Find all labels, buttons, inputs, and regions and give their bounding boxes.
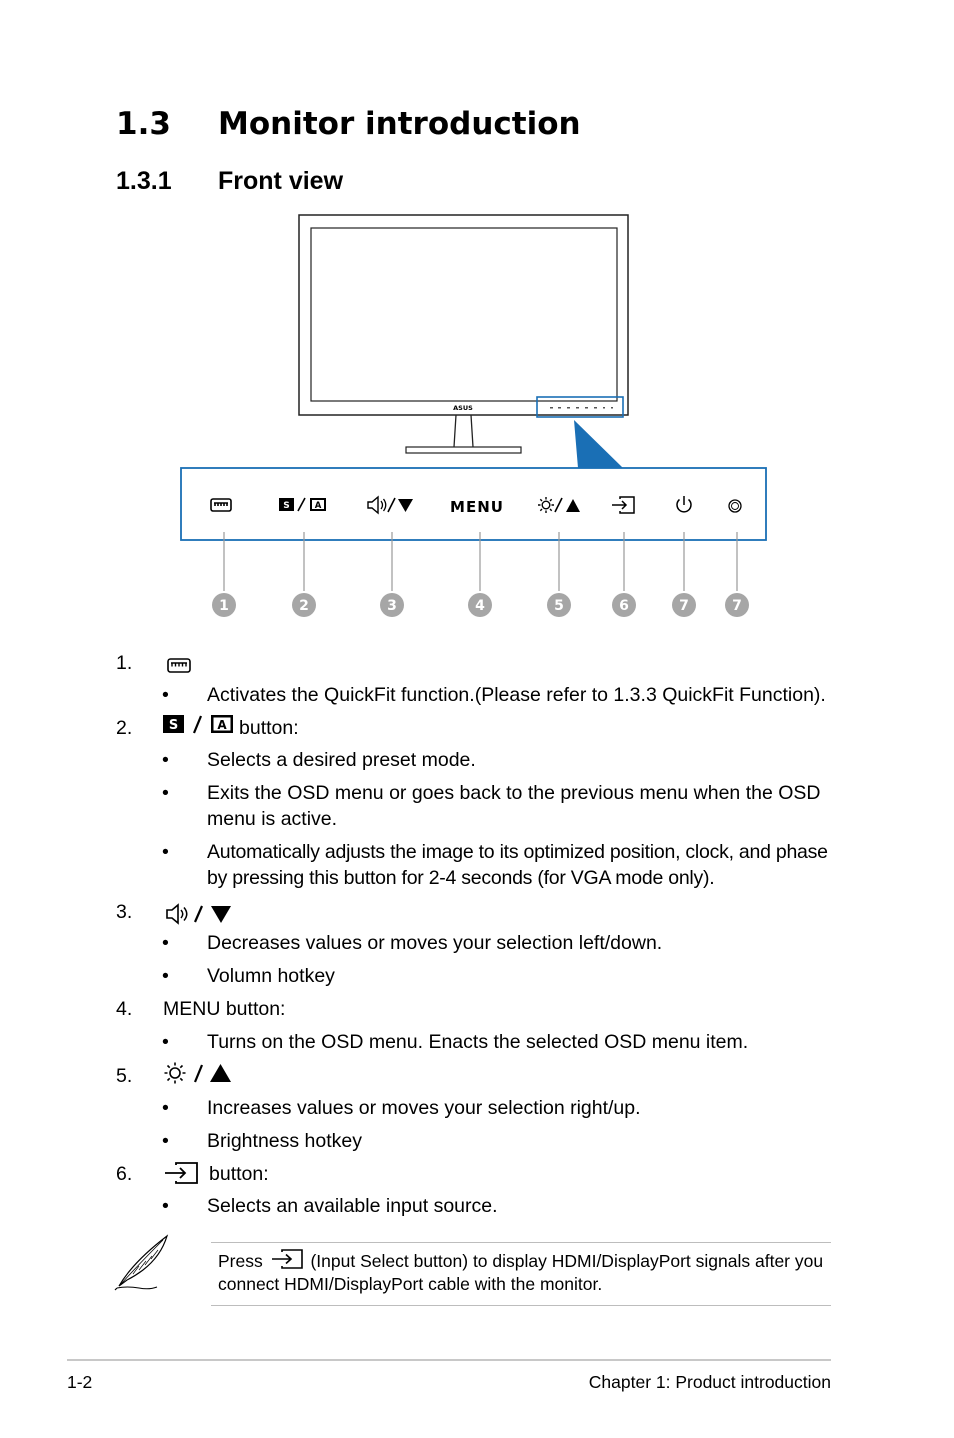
callout-7b <box>725 593 749 617</box>
item-number: 6. <box>116 1163 133 1185</box>
svg-text:A: A <box>314 501 322 511</box>
bullet: • <box>162 965 169 987</box>
page-number: 1-2 <box>67 1372 93 1392</box>
svg-text:2: 2 <box>299 598 309 614</box>
item-5-bullet-2: Brightness hotkey <box>207 1130 363 1152</box>
callout-2 <box>292 593 316 617</box>
bullet: • <box>162 1097 169 1119</box>
section-number: 1.3 <box>116 106 171 142</box>
bullet: • <box>162 1130 169 1152</box>
section-title: Monitor introduction <box>218 106 581 142</box>
note-feather-icon <box>113 1232 175 1292</box>
volume-down-icon <box>165 902 235 926</box>
svg-text:S: S <box>168 718 179 733</box>
splendid-auto-icon <box>163 713 235 735</box>
zoom-wedge <box>574 420 623 468</box>
svg-text:4: 4 <box>475 598 485 614</box>
bullet: • <box>162 841 169 863</box>
bullet: • <box>162 749 169 771</box>
bullet: • <box>162 684 169 706</box>
item-5-bullet-1: Increases values or moves your selection right/up. <box>207 1097 641 1119</box>
note-text <box>218 1250 828 1296</box>
subsection-number: 1.3.1 <box>116 167 172 195</box>
note-body: (Input Select button) to display HDMI/DisplayPort signals after you connect HDMI/DisplayPort cable with the monitor. <box>218 1251 824 1294</box>
callout-3 <box>380 593 404 617</box>
quickfit-icon <box>166 655 194 675</box>
bullet: • <box>162 782 169 804</box>
svg-text:3: 3 <box>387 598 397 614</box>
item-number: 5. <box>116 1065 133 1087</box>
input-select-icon <box>270 1248 304 1270</box>
item-6-label: button: <box>209 1163 269 1185</box>
svg-text:6: 6 <box>619 598 629 614</box>
bullet: • <box>162 1031 169 1053</box>
subsection-title: Front view <box>218 167 344 195</box>
bullet: • <box>162 1195 169 1217</box>
svg-text:7: 7 <box>732 598 742 614</box>
callout-6 <box>612 593 636 617</box>
item-3-bullet-2: Volumn hotkey <box>207 965 335 987</box>
bullet: • <box>162 932 169 954</box>
monitor-front-view-diagram <box>0 0 954 640</box>
item-1-bullet-1: Activates the QuickFit function.(Please refer to 1.3.3 QuickFit Function). <box>207 684 826 706</box>
svg-text:A: A <box>217 718 227 732</box>
item-number: 1. <box>116 652 133 674</box>
item-2-bullet-3: Automatically adjusts the image to its optimized position, clock, and phase by pressing this button for 2-4 seconds (for VGA mode only). <box>207 841 828 889</box>
item-number: 3. <box>116 901 133 923</box>
item-number: 4. <box>116 998 133 1020</box>
callout-1 <box>212 593 236 617</box>
input-select-icon <box>163 1160 203 1186</box>
callout-5 <box>547 593 571 617</box>
menu-label: MENU <box>450 498 504 516</box>
svg-text:7: 7 <box>679 598 689 614</box>
item-3-bullet-1: Decreases values or moves your selection left/down. <box>207 932 663 954</box>
item-2-label: button: <box>239 717 299 739</box>
brightness-up-icon <box>162 1060 236 1086</box>
svg-text:5: 5 <box>554 598 564 614</box>
svg-text:1: 1 <box>219 598 229 614</box>
item-number: 2. <box>116 717 133 739</box>
chapter-title: Chapter 1: Product introduction <box>588 1372 831 1392</box>
footer-rule <box>67 1359 831 1361</box>
item-2-bullet-1: Selects a desired preset mode. <box>207 749 476 771</box>
item-2-bullet-2: Exits the OSD menu or goes back to the previous menu when the OSD menu is active. <box>207 782 821 830</box>
item-4-bullet-1: Turns on the OSD menu. Enacts the selected OSD menu item. <box>207 1031 749 1053</box>
note-prefix: Press <box>218 1251 263 1271</box>
callout-4 <box>468 593 492 617</box>
asus-logo: ASUS <box>453 404 473 412</box>
item-6-bullet-1: Selects an available input source. <box>207 1195 498 1217</box>
item-4-label: MENU button: <box>163 998 286 1020</box>
svg-text:S: S <box>283 501 290 511</box>
monitor-illustration <box>299 215 628 468</box>
callout-7a <box>672 593 696 617</box>
